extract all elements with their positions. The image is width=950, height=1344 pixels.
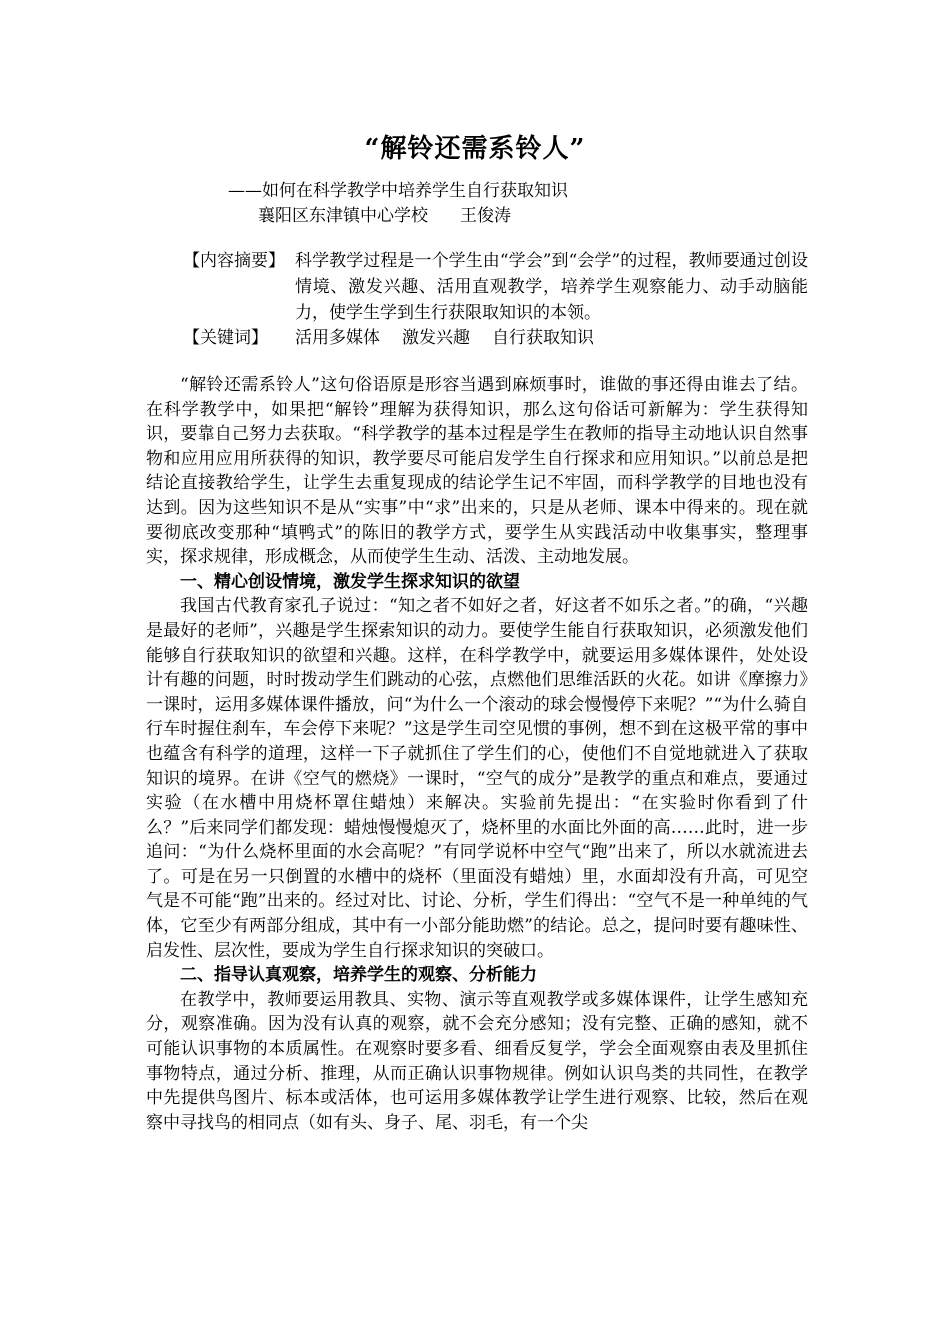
section-paragraph: 在教学中，教师要运用教具、实物、演示等直观教学或多媒体课件，让学生感知充分，观察准确。因为没有认真的观察，就不会充分感知；没有完整、正确的感知，就不可能认识事物的本质属性。在观察时要多看、细看反复学，学会全面观察由表及里抓住事物特点，通过分析、推理，从而正确认识事物规律。例如认识鸟类的共同性，在教学中先提供鸟图片、标本或活体，也可运用多媒体教学让学生进行观察、比较，然后在观察中寻找鸟的相同点（如有头、身子、尾、羽毛，有一个尖	[146, 989, 808, 1133]
keywords-label: 【关键词】	[183, 328, 268, 348]
document-body	[146, 373, 808, 1135]
section-heading: 二、指导认真观察，培养学生的观察、分析能力	[180, 965, 537, 986]
document-subtitle: ——如何在科学教学中培养学生自行获取知识	[228, 181, 568, 201]
intro-paragraph: “解铃还需系铃人”这句俗语原是形容当遇到麻烦事时，谁做的事还得由谁去了结。在科学教学中，如果把“解铃”理解为获得知识，那么这句俗话可新解为：学生获得知识，要靠自己努力去获取。“科学教学的基本过程是学生在教师的指导主动地认识自然事物和应用应用所获得的知识，教学要尽可能启发学生自行探求和应用知识。”以前总是把结论直接教给学生，让学生去重复现成的结论学生记不牢固，而科学教学的目地也没有达到。因为这些知识不是从“实事”中“求”出来的，只是从老师、课本中得来的。现在就要彻底改变那种“填鸭式”的陈旧的教学方式，要学生从实践活动中收集事实，整理事实，探求规律，形成概念，从而使学生生动、活泼、主动地发展。	[146, 375, 808, 568]
school-name: 襄阳区东津镇中心学校	[258, 206, 428, 226]
keyword-item: 激发兴趣	[402, 328, 470, 348]
author-line	[258, 201, 511, 226]
section-heading: 一、精心创设情境，激发学生探求知识的欲望	[180, 571, 520, 592]
abstract-label: 【内容摘要】	[183, 251, 285, 271]
keyword-item: 自行获取知识	[492, 328, 594, 348]
abstract-block	[183, 248, 808, 326]
author-name: 王俊涛	[460, 206, 511, 226]
keywords-block	[183, 326, 616, 350]
keyword-item: 活用多媒体	[295, 328, 380, 348]
abstract-text: 科学教学过程是一个学生由“学会”到“会学”的过程，教师要通过创设情境、激发兴趣、活用直观教学，培养学生观察能力、动手动脑能力，使学生学到生行获限取知识的本领。	[295, 251, 808, 323]
section-paragraph: 我国古代教育家孔子说过：“知之者不如好之者，好这者不如乐之者。”的确，“兴趣是最好的老师”，兴趣是学生探索知识的动力。要使学生能自行获取知识，必须激发他们能够自行获取知识的欲望和兴趣。这样，在科学教学中，就要运用多媒体课件，处处设计有趣的问题，时时拨动学生们跳动的心弦，点燃他们思维活跃的火花。如讲《摩擦力》一课时，运用多媒体课件播放，问“为什么一个滚动的球会慢慢停下来呢？”“为什么骑自行车时握住刹车，车会停下来呢？”这是学生司空见惯的事例，想不到在这极平常的事中也蕴含有科学的道理，这样一下子就抓住了学生们的心，使他们不自觉地就进入了获取知识的境界。在讲《空气的燃烧》一课时，“空气的成分”是教学的重点和难点，要通过实验（在水槽中用烧杯罩住蜡烛）来解决。实验前先提出：“在实验时你看到了什么？”后来同学们都发现：蜡烛慢慢熄灭了，烧杯里的水面比外面的高……此时，进一步追问：“为什么烧杯里面的水会高呢？”有同学说杯中空气“跑”出来了，所以水就流进去了。可是在另一只倒置的水槽中的烧杯（里面没有蜡烛）里，水面却没有升高，可见空气是不可能“跑”出来的。经过对比、讨论、分析，学生们得出：“空气不是一种单纯的气体，它至少有两部分组成，其中有一小部分能助燃”的结论。总之，提问时要有趣味性、启发性、层次性，要成为学生自行探求知识的突破口。	[146, 596, 808, 961]
document-title: “解铃还需系铃人”	[364, 134, 586, 164]
